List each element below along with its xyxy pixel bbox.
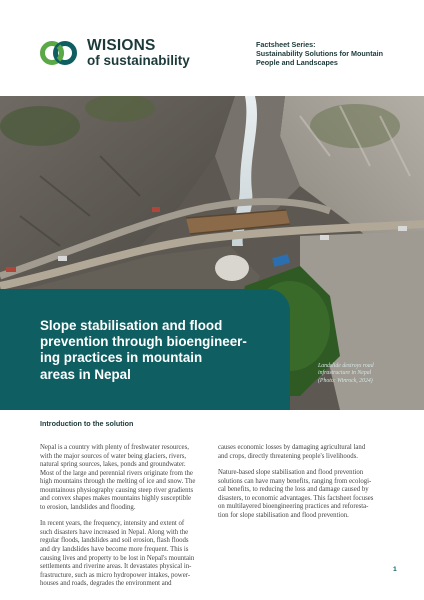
- title-line: Slope stabilisation and flood: [40, 318, 223, 333]
- text-line: to erosion, landslides and flooding.: [40, 503, 136, 511]
- text-line: regular floods, landslides and soil erosion, flash floods: [40, 537, 189, 545]
- text-line: frastructure, such as micro hydropower intakes, power-: [40, 571, 191, 579]
- logo-wordmark-primary: WISIONS: [87, 37, 156, 54]
- text-line: on multilayered bioengineering practices and reforesta-: [218, 503, 369, 511]
- text-line: Most of the large and perennial rivers originate from the: [40, 469, 193, 477]
- text-column-left: [40, 436, 216, 597]
- text-line: high mountains through the melting of ice and snow. The: [40, 478, 196, 486]
- photo-caption: [318, 363, 418, 385]
- page-number: 1: [393, 566, 397, 573]
- text-column-right: [218, 436, 388, 528]
- text-line: In recent years, the frequency, intensity and extent of: [40, 520, 185, 528]
- text-line: with the major sources of water being glaciers, rivers,: [40, 452, 187, 460]
- factsheet-series-label: [256, 40, 416, 68]
- text-line: settlements and riverine areas. It devastates physical in-: [40, 563, 192, 571]
- series-line: Factsheet Series:: [256, 40, 316, 49]
- text-line: causing lives and property to be lost in Nepal's mountain: [40, 554, 195, 562]
- title-line: areas in Nepal: [40, 366, 131, 382]
- logo-wordmark-secondary: of sustainability: [87, 53, 190, 68]
- text-line: causes economic losses by damaging agricultural land: [218, 444, 366, 451]
- text-line: cal benefits, to reducing the loss and damage caused by: [218, 486, 369, 494]
- text-line: houses and roads, degrades the environment and: [40, 580, 172, 588]
- factsheet-title: [40, 318, 290, 383]
- text-line: natural spring sources, lakes, ponds and groundwater.: [40, 461, 186, 469]
- caption-line: Landslide destroys road: [318, 363, 374, 369]
- text-line: mountainous physiography causing steep river gradients: [40, 486, 194, 494]
- text-line: Nature-based slope stabilisation and flood prevention: [218, 469, 364, 477]
- text-line: Nepal is a country with plenty of freshwater resources,: [40, 444, 189, 451]
- series-line: People and Landscapes: [256, 58, 338, 68]
- wisions-logo[interactable]: [40, 37, 220, 69]
- title-line: ing practices in mountain: [40, 350, 203, 366]
- wisions-rings-icon: [40, 39, 78, 67]
- section-heading: Introduction to the solution: [40, 419, 134, 428]
- text-line: tion for slope stabilisation and flood prevention.: [218, 511, 349, 519]
- text-line: and convex shapes makes mountains highly susceptible: [40, 495, 192, 503]
- caption-line: (Photo: Winrock, 2024): [318, 377, 373, 384]
- text-line: and crops, directly threatening people's livelihoods.: [218, 452, 358, 460]
- text-line: such disasters have increased in Nepal. Along with the: [40, 528, 189, 536]
- text-line: disasters, to economic advantages. This factsheet focuses: [218, 494, 374, 502]
- series-line: Sustainability Solutions for Mountain: [256, 49, 383, 59]
- text-line: and dry landslides have become more frequent. This is: [40, 546, 189, 554]
- text-line: solutions can have many benefits, ranging from ecologi-: [218, 477, 372, 485]
- title-line: prevention through bioengineer-: [40, 334, 247, 350]
- caption-line: infrastructure in Nepal: [318, 370, 372, 377]
